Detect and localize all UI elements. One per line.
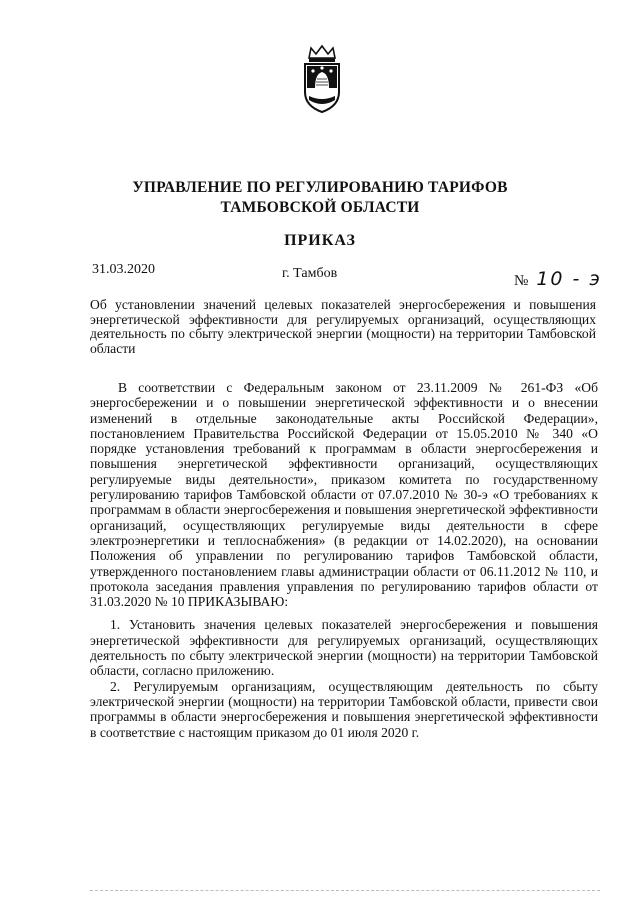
organization-line-2: ТАМБОВСКОЙ ОБЛАСТИ [220, 199, 420, 216]
order-item-2: 2. Регулируемым организациям, осуществляющим деятельность по сбыту электрической энергии (мощности) на территории Тамбовской области, привести свои программы в области энергосбережения и повышения энергетической эффективности в соответствие с настоящим приказом до 01 июля 2020 г. [90, 678, 598, 740]
scan-edge-line [90, 890, 600, 891]
number-label: № [514, 273, 529, 289]
document-subject: Об установлении значений целевых показателей энергосбережения и повышения энергетической эффективности для регулируемых организаций, осуществляющих деятельность по сбыту электрической энергии (мощности) на территории Тамбовской области [90, 297, 596, 356]
number-value: 10 - э [536, 268, 602, 290]
organization-name [60, 178, 580, 218]
document-date: 31.03.2020 [92, 262, 155, 277]
preamble-paragraph: В соответствии с Федеральным законом от 23.11.2009 № 261-ФЗ «Об энергосбережении и о повышении энергетической эффективности и о внесении изменений в отдельные законодательные акты Российской Федерации», постановлением Правительства Российской Федерации от 15.05.2010 № 340 «О порядке установления требований к программам в области энергосбережения и повышения энергетической эффективности организаций, осуществляющих регулируемые виды деятельности», приказом комитета по государственному регулированию тарифов Тамбовской области от 07.07.2010 № 30-э «О требованиях к программам в области энергосбережения и повышения энергетической эффективности организаций, осуществляющих регулируемые виды деятельности в сфере электроэнергетики и теплоснабжения» (в редакции от 14.02.2020), на основании Положения об управлении по регулированию тарифов Тамбовской области, утвержденного постановлением главы администрации области от 06.11.2012 № 110, и протокола заседания правления управления по регулированию тарифов области от 31.03.2020 № 10 ПРИКАЗЫВАЮ: [90, 380, 598, 610]
organization-line-1: УПРАВЛЕНИЕ ПО РЕГУЛИРОВАНИЮ ТАРИФОВ [132, 179, 508, 196]
document-number [514, 268, 602, 290]
document-city: г. Тамбов [282, 266, 338, 281]
document-body [90, 380, 598, 740]
order-item-1: 1. Установить значения целевых показателей энергосбережения и повышения энергетической эффективности для регулируемых организаций, осуществляющих деятельность по сбыту электрической энергии (мощности) на территории Тамбовской области, согласно приложению. [90, 617, 598, 679]
tambov-coat-of-arms-icon [297, 44, 347, 114]
order-items [90, 617, 598, 739]
document-type: ПРИКАЗ [284, 232, 356, 249]
